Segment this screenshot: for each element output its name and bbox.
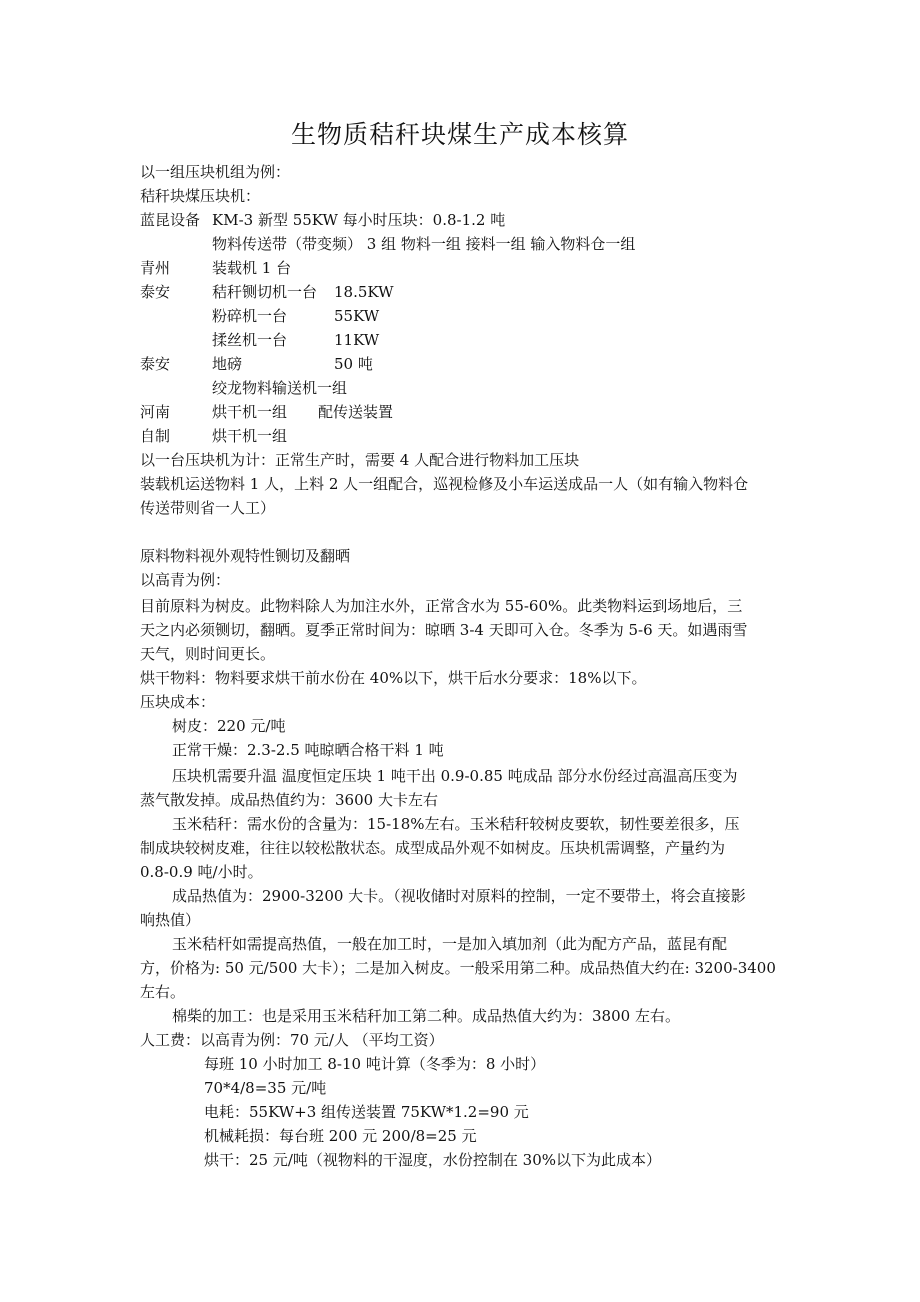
cost-line: 压块机需要升温 温度恒定压块 1 吨干出 0.9-0.85 吨成品 部分水份经过高温高压变为 [172, 767, 738, 785]
equipment-name: 物料传送带（带变频） 3 组 物料一组 接料一组 输入物料仓一组 [212, 235, 636, 253]
intro-line-1: 以一组压块机组为例： [140, 163, 291, 181]
equipment-name: 装载机 1 台 [212, 259, 292, 277]
equipment-supplier: 蓝昆设备 [140, 211, 201, 229]
paragraph-line: 烘干物料：物料要求烘干前水份在 40%以下，烘干后水分要求：18%以下。 [140, 669, 647, 687]
cost-line: 蒸气散发掉。成品热值约为：3600 大卡左右 [140, 791, 438, 809]
equipment-name: 地磅 [212, 355, 243, 373]
labor-cost-line: 机械耗损：每台班 200 元 200/8=25 元 [204, 1127, 477, 1145]
paragraph-line: 压块成本： [140, 693, 216, 711]
intro-line-2: 秸秆块煤压块机： [140, 187, 261, 205]
labor-cost-line: 烘干：25 元/吨（视物料的干湿度，水份控制在 30%以下为此成本） [204, 1151, 662, 1169]
equipment-supplier: 泰安 [140, 283, 171, 301]
equipment-name: 揉丝机一台 [212, 331, 288, 349]
labor-note-line: 装载机运送物料 1 人，上料 2 人一组配合，巡视检修及小车运送成品一人（如有输入物料仓 [140, 475, 749, 493]
equipment-supplier: 泰安 [140, 355, 171, 373]
equipment-spec: 18.5KW [334, 283, 394, 301]
labor-cost-heading: 人工费：以高青为例：70 元/人 （平均工资） [140, 1031, 444, 1049]
cost-line: 左右。 [140, 983, 186, 1001]
cost-line: 正常干燥：2.3-2.5 吨晾晒合格干料 1 吨 [172, 741, 444, 759]
labor-cost-line: 每班 10 小时加工 8-10 吨计算（冬季为：8 小时） [204, 1055, 546, 1073]
document-title: 生物质秸秆块煤生产成本核算 [290, 120, 629, 149]
equipment-name: 绞龙物料输送机一组 [212, 379, 348, 397]
paragraph-line: 天之内必须铡切，翻晒。夏季正常时间为：晾晒 3-4 天即可入仓。冬季为 5-6 天。如遇雨雪 [140, 621, 748, 639]
equipment-supplier: 青州 [140, 259, 171, 277]
cost-line: 方，价格为: 50 元/500 大卡）；二是加入树皮。一般采用第二种。成品热值大约在: 3200-3400 [140, 959, 776, 977]
equipment-spec: 50 吨 [334, 355, 373, 373]
labor-note-line: 传送带则省一人工） [140, 499, 276, 517]
paragraph-line: 目前原料为树皮。此物料除人为加注水外，正常含水为 55-60%。此类物料运到场地后，三 [140, 597, 743, 615]
cost-line: 成品热值为：2900-3200 大卡。（视收储时对原料的控制，一定不要带土，将会直接影 [172, 887, 746, 905]
cost-line: 棉柴的加工：也是采用玉米秸秆加工第二种。成品热值大约为：3800 左右。 [172, 1007, 680, 1025]
section-heading: 原料物料视外观特性铡切及翻晒 [140, 547, 351, 565]
cost-line: 树皮：220 元/吨 [172, 717, 286, 735]
equipment-spec: 11KW [334, 331, 380, 349]
labor-cost-line: 70*4/8=35 元/吨 [204, 1079, 327, 1097]
equipment-name: 烘干机一组 [212, 427, 288, 445]
equipment-name: 烘干机一组 [212, 403, 288, 421]
equipment-spec: 55KW [334, 307, 380, 325]
equipment-supplier: 自制 [140, 427, 171, 445]
cost-line: 玉米秸秆：需水份的含量为：15-18%左右。玉米秸秆较树皮要软，韧性要差很多，压 [172, 815, 740, 833]
cost-line: 0.8-0.9 吨/小时。 [140, 863, 263, 881]
paragraph-line: 以高青为例： [140, 571, 231, 589]
labor-cost-line: 电耗：55KW+3 组传送装置 75KW*1.2=90 元 [204, 1103, 529, 1121]
paragraph-line: 天气，则时间更长。 [140, 645, 276, 663]
cost-line: 玉米秸杆如需提高热值，一般在加工时，一是加入填加剂（此为配方产品，蓝昆有配 [172, 935, 728, 953]
equipment-name: 秸秆铡切机一台 [212, 283, 318, 301]
cost-line: 制成块较树皮难，往往以较松散状态。成型成品外观不如树皮。压块机需调整，产量约为 [140, 839, 726, 857]
cost-line: 响热值） [140, 911, 201, 929]
equipment-name: 粉碎机一台 [212, 307, 288, 325]
equipment-spec: 配传送装置 [318, 403, 394, 421]
equipment-supplier: 河南 [140, 403, 171, 421]
labor-note-line: 以一台压块机为计：正常生产时，需要 4 人配合进行物料加工压块 [140, 451, 580, 469]
equipment-spec: KM-3 新型 55KW 每小时压块：0.8-1.2 吨 [212, 211, 506, 229]
